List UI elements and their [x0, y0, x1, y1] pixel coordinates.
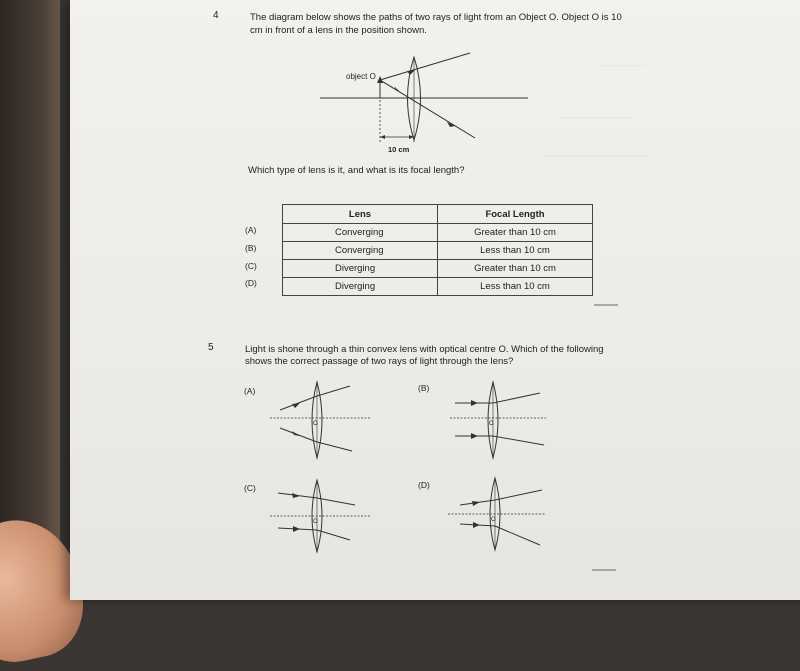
answer-table	[282, 204, 593, 296]
background-edge	[0, 0, 60, 600]
table-row	[283, 260, 593, 278]
option-label: (A)	[245, 225, 257, 235]
option-label: (C)	[245, 261, 257, 271]
answer-table-header	[283, 205, 593, 224]
option-label: (D)	[245, 278, 257, 288]
centre-label: O	[313, 421, 318, 427]
focal-cell: Greater than 10 cm	[438, 224, 593, 242]
header-focal-length: Focal Length	[438, 205, 593, 224]
question-4-prompt: Which type of lens is it, and what is its focal length?	[248, 165, 465, 176]
focal-cell: Less than 10 cm	[438, 242, 593, 260]
table-row	[283, 242, 593, 260]
question-5-text-line1: Light is shone through a thin convex lens with optical centre O. Which of the following	[245, 344, 604, 355]
question-5-number: 5	[208, 342, 214, 353]
header-lens: Lens	[283, 205, 438, 224]
option-d-label: (D)	[418, 480, 430, 490]
question-4-text-line2: cm in front of a lens in the position shown.	[250, 25, 427, 36]
option-label: (B)	[245, 243, 257, 253]
exam-paper	[70, 0, 800, 600]
lens-cell: Converging	[283, 242, 438, 260]
option-b-label: (B)	[418, 383, 430, 393]
question-4-text-line1: The diagram below shows the paths of two rays of light from an Object O. Object O is 10	[250, 12, 622, 23]
lens-cell: Diverging	[283, 278, 438, 296]
show-through-text: ————————	[560, 112, 632, 122]
show-through-text: —————	[600, 60, 645, 70]
question-4-number: 4	[213, 10, 219, 21]
distance-label: 10 cm	[388, 145, 410, 154]
lens-cell: Diverging	[283, 260, 438, 278]
question-5-text-line2: shows the correct passage of two rays of light through the lens?	[245, 356, 514, 367]
centre-label: O	[313, 519, 318, 525]
table-row	[283, 278, 593, 296]
option-a-label: (A)	[244, 386, 256, 396]
option-c-label: (C)	[244, 483, 256, 493]
lens-cell: Converging	[283, 224, 438, 242]
focal-cell: Greater than 10 cm	[438, 260, 593, 278]
centre-label: O	[489, 421, 494, 427]
show-through-text: ————————————	[540, 150, 648, 160]
centre-label: O	[491, 517, 496, 523]
table-row	[283, 224, 593, 242]
focal-cell: Less than 10 cm	[438, 278, 593, 296]
object-label: object O	[346, 72, 376, 81]
